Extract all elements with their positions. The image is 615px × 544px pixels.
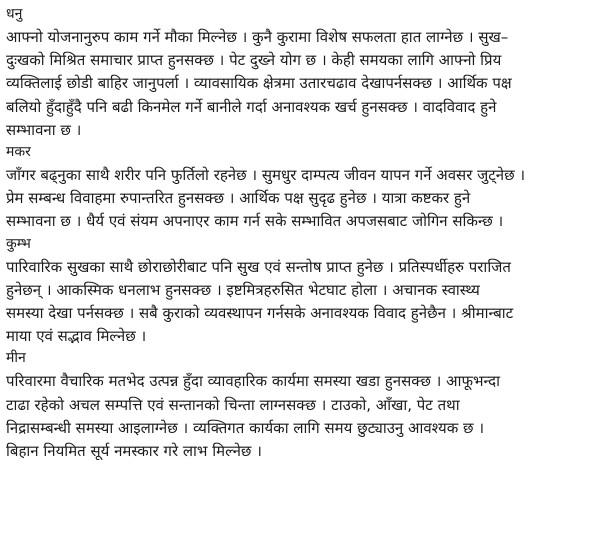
text-line: माया एवं सद्भाव मिल्नेछ । [6, 327, 147, 346]
text-line: समस्या देखा पर्नसक्छ । सबै कुराको व्यवस्थापन गर्नसके अनावश्यक विवाद हुनेछैन । श्रीमान्बाट [6, 304, 514, 323]
text-line: दुःखको मिश्रित समाचार प्राप्त हुनसक्छ । पेट दुख्ने योग छ । केही समयका लागि आफ्नो प्रिय [6, 51, 502, 70]
sign-section-kumbha [6, 234, 609, 349]
sign-section-makar [6, 142, 609, 234]
text-line: आफ्नो योजनानुरुप काम गर्ने मौका मिल्नेछ । कुनै कुरामा विशेष सफलता हात लाग्नेछ । सुख– [6, 28, 509, 46]
text-line: पारिवारिक सुखका साथै छोराछोरीबाट पनि सुख एवं सन्तोष प्राप्त हुनेछ । प्रतिस्पर्धीहरु पराजित [6, 257, 511, 276]
sign-section-dhanu [6, 4, 609, 142]
sign-text-kumbha [6, 256, 609, 349]
text-line: हुनेछन् । आकस्मिक धनलाभ हुनसक्छ । इष्टमित्रहरुसित भेटघाट होला । अचानक स्वास्थ्य [6, 280, 480, 299]
text-line: परिवारमा वैचारिक मतभेद उत्पन्न हुँदा व्यावहारिक कार्यमा समस्या खडा हुनसक्छ । आफूभन्दा [6, 372, 501, 391]
text-line: सम्भावना छ । धैर्य एवं संयम अपनाएर काम गर्न सके सम्भावित अपजसबाट जोगिन सकिन्छ । [6, 212, 504, 231]
sign-section-meen [6, 348, 609, 463]
text-line: बिहान नियमित सूर्य नमस्कार गरे लाभ मिल्नेछ । [6, 442, 262, 461]
text-line: सम्भावना छ । [6, 120, 82, 139]
text-line: बलियो हुँदाहुँदै पनि बढी किनमेल गर्ने बानीले गर्दा अनावश्यक खर्च हुनसक्छ । वादविवाद हुने [6, 97, 497, 116]
sign-text-makar [6, 164, 609, 234]
text-line: जाँगर बढ्नुका साथै शरीर पनि फुर्तिलो रहनेछ । सुमधुर दाम्पत्य जीवन यापन गर्ने अवसर जुट्नेछ । [6, 166, 526, 185]
text-line: टाढा रहेको अचल सम्पत्ति एवं सन्तानको चिन्ता लाग्नसक्छ । टाउको, आँखा, पेट तथा [6, 395, 460, 414]
sign-text-meen [6, 370, 609, 463]
sign-heading-meen: मीन [6, 350, 26, 367]
text-line: निद्रासम्बन्धी समस्या आइलाग्नेछ । व्यक्तिगत कार्यका लागि समय छुट्याउनु आवश्यक छ । [6, 418, 485, 437]
text-line: व्यक्तिलाई छोडी बाहिर जानुपर्ला । व्यावसायिक क्षेत्रमा उतारचढाव देखापर्नसक्छ । आर्थिक पक्ष [6, 74, 512, 93]
text-line: प्रेम सम्बन्ध विवाहमा रुपान्तरित हुनसक्छ । आर्थिक पक्ष सुदृढ हुनेछ । यात्रा कष्टकर हुने [6, 189, 471, 208]
sign-heading-makar: मकर [6, 144, 31, 161]
sign-heading-dhanu: धनु [6, 6, 23, 22]
sign-heading-kumbha: कुम्भ [6, 235, 31, 252]
sign-text-dhanu [6, 26, 609, 142]
